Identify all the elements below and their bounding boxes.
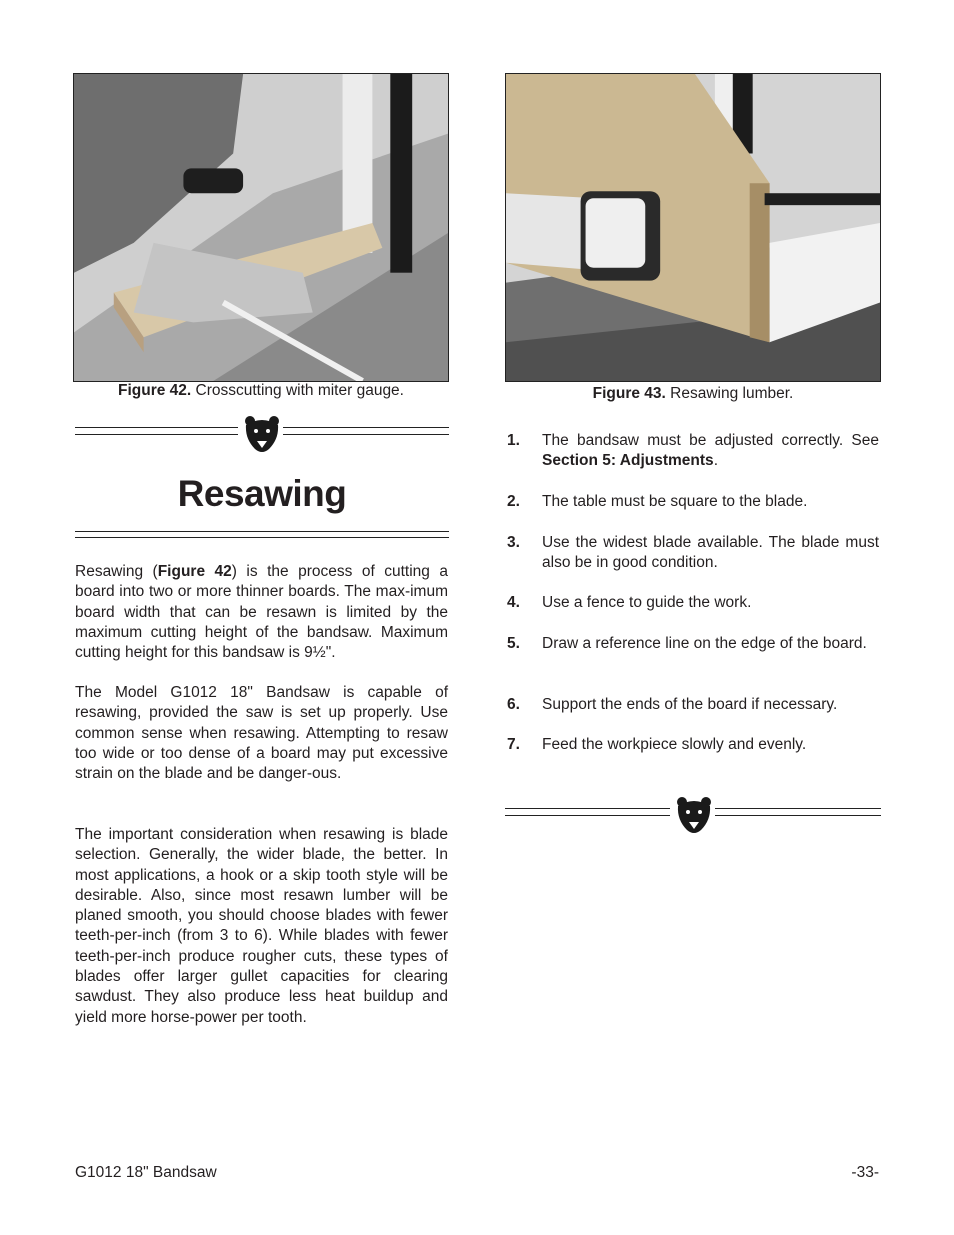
figure-43-photo [505, 73, 881, 382]
title-rule [75, 531, 449, 538]
step-7: 7. Feed the workpiece slowly and evenly. [507, 736, 807, 753]
figure-42-caption: Figure 42. Crosscutting with miter gauge. [117, 382, 404, 399]
step-5: 5. Draw a reference line on the edge of the board. [507, 635, 867, 652]
bear-logo-icon [675, 796, 713, 836]
paragraph-2: The Model G1012 18" Bandsaw is capable of resawing, provided the saw is set up properly. Use common sense when resawing. Attempting to resaw too wide or too dense of a board may put excessive strain on the blade and be danger-ous. [75, 684, 448, 783]
section-title: Resawing [177, 473, 347, 514]
step-3: 3. Use the widest blade available. The blade must also be in good condition. [507, 534, 879, 572]
step-2: 2. The table must be square to the blade. [507, 493, 808, 510]
end-separator [505, 796, 881, 836]
figure-43-caption: Figure 43. Resawing lumber. [592, 385, 794, 402]
figure-42-photo [73, 73, 449, 382]
footer-model: G1012 18" Bandsaw [75, 1164, 217, 1181]
step-4: 4. Use a fence to guide the work. [507, 594, 752, 611]
paragraph-1: Resawing (Figure 42) is the process of cutting a board into two or more thinner boards. The max-imum board width that can be resawn is limited by the maximum cutting height of the bandsaw. Maximum cutting height for this bandsaw is 9½". [75, 563, 448, 662]
step-6: 6. Support the ends of the board if necessary. [507, 696, 838, 713]
section-separator [75, 415, 449, 455]
step-1: 1. The bandsaw must be adjusted correctly. See Section 5: Adjustments. [507, 432, 879, 470]
footer-page-number: -33- [851, 1164, 879, 1181]
paragraph-3: The important consideration when resawing is blade selection. Generally, the wider blade, the better. In most applications, a hook or a skip tooth style will be desirable. Also, since most resawn lumber will be planed smooth, you should choose blades with fewer teeth-per-inch (from 3 to 6). While blades with fewer teeth-per-inch produce rougher cuts, these types of blades offer larger gullet capacities for clearing sawdust. They also produce less heat buildup and yield more horse-power per tooth. [75, 826, 448, 1026]
bear-logo-icon [243, 415, 281, 455]
